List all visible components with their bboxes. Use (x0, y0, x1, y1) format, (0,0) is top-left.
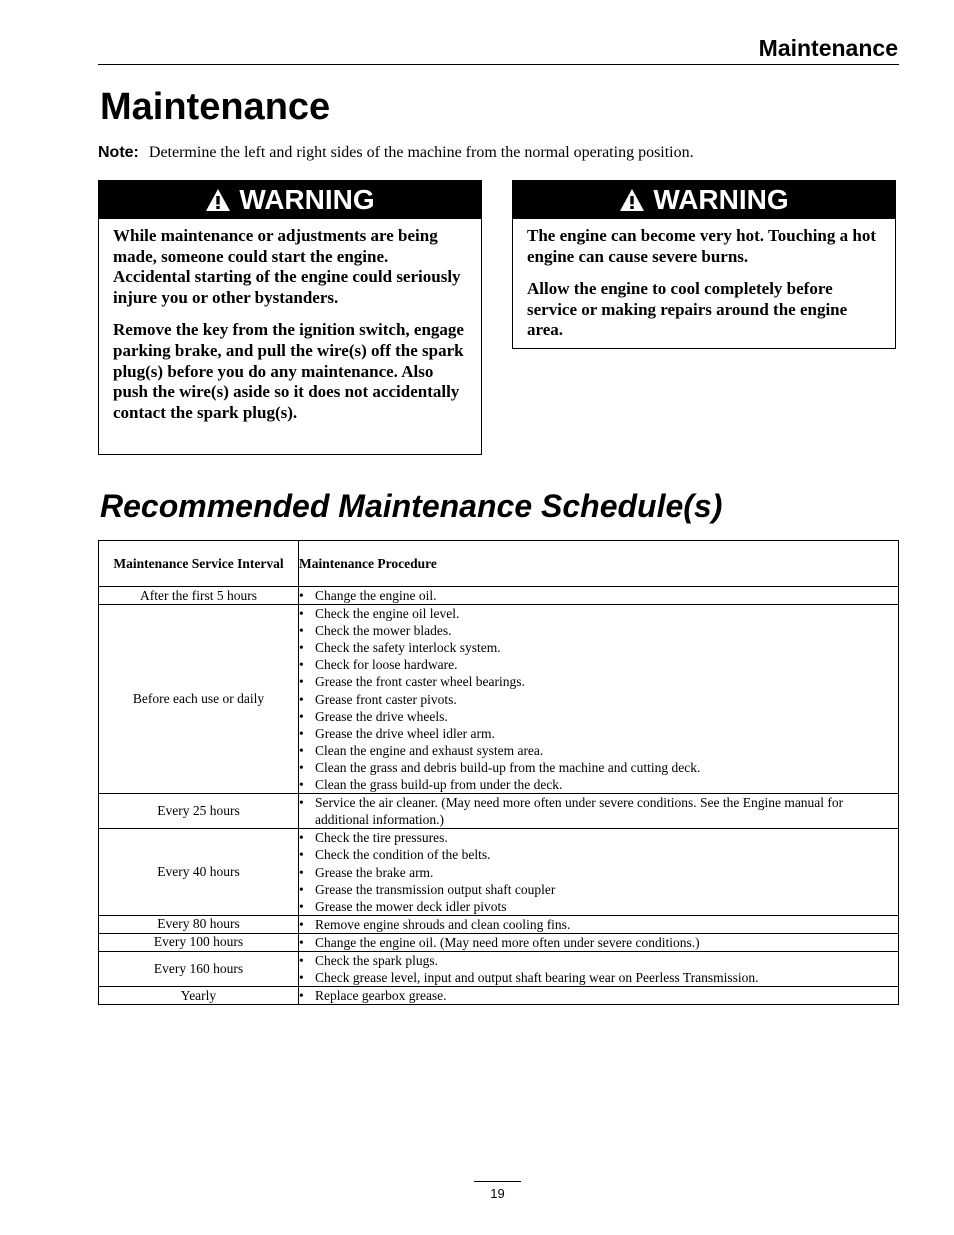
table-row (99, 951, 899, 986)
interval-cell: Every 40 hours (99, 829, 299, 915)
procedure-list (299, 916, 898, 933)
interval-cell: Every 25 hours (99, 794, 299, 829)
header-rule (98, 64, 899, 65)
procedure-list (299, 587, 898, 604)
procedure-cell (299, 587, 899, 605)
procedure-item: • Clean the engine and exhaust system area. (299, 742, 898, 759)
running-head: Maintenance (758, 35, 898, 61)
procedure-item: • Clean the grass and debris build-up from the machine and cutting deck. (299, 759, 898, 776)
table-row (99, 794, 899, 829)
procedure-item: • Grease the mower deck idler pivots (299, 898, 898, 915)
section-title: Recommended Maintenance Schedule(s) (100, 488, 723, 524)
note-text: Determine the left and right sides of the machine from the normal operating position. (148, 144, 694, 161)
procedure-item: • Check the safety interlock system. (299, 639, 898, 656)
interval-cell: Every 80 hours (99, 915, 299, 933)
procedure-cell (299, 933, 899, 951)
procedure-cell (299, 794, 899, 829)
procedure-item: • Grease front caster pivots. (299, 691, 898, 708)
procedure-item: • Grease the front caster wheel bearings. (299, 673, 898, 690)
interval-cell: Every 160 hours (99, 951, 299, 986)
procedure-list (299, 952, 898, 986)
table-row (99, 605, 899, 794)
procedure-cell (299, 951, 899, 986)
interval-cell: Yearly (99, 987, 299, 1005)
procedure-cell (299, 987, 899, 1005)
warning-header (99, 181, 481, 219)
page-title: Maintenance (100, 86, 331, 128)
note (98, 142, 898, 163)
warning-header (513, 181, 895, 219)
warning-paragraph: While maintenance or adjustments are being made, someone could start the engine. Accidental starting of the engine could seriously injure you or other bystanders. (113, 226, 461, 307)
procedure-item: • Check the engine oil level. (299, 605, 898, 622)
warning-box-hot-engine (512, 180, 896, 349)
warning-paragraph: The engine can become very hot. Touching a hot engine can cause severe burns. (527, 226, 876, 266)
procedure-item: • Clean the grass build-up from under the deck. (299, 776, 898, 793)
column-header-interval: Maintenance Service Interval (99, 541, 299, 587)
procedure-item: • Grease the drive wheel idler arm. (299, 725, 898, 742)
procedure-item: • Check the tire pressures. (299, 829, 898, 846)
procedure-item: • Change the engine oil. (May need more often under severe conditions.) (299, 934, 898, 951)
warning-title: WARNING (239, 184, 375, 215)
note-label: Note: (98, 144, 139, 161)
table-row (99, 587, 899, 605)
procedure-list (299, 934, 898, 951)
procedure-list (299, 794, 898, 828)
interval-cell: After the first 5 hours (99, 587, 299, 605)
procedure-item: • Check for loose hardware. (299, 656, 898, 673)
procedure-item: • Change the engine oil. (299, 587, 898, 604)
procedure-item: • Grease the drive wheels. (299, 708, 898, 725)
procedure-item: • Replace gearbox grease. (299, 987, 898, 1004)
procedure-cell (299, 915, 899, 933)
interval-cell: Before each use or daily (99, 605, 299, 794)
column-header-procedure: Maintenance Procedure (299, 541, 899, 587)
procedure-item: • Check grease level, input and output shaft bearing wear on Peerless Transmission. (299, 969, 898, 986)
procedure-list (299, 829, 898, 914)
warning-title: WARNING (653, 184, 789, 215)
interval-cell: Every 100 hours (99, 933, 299, 951)
warning-triangle-icon (205, 188, 231, 212)
warning-triangle-icon (619, 188, 645, 212)
warning-body (99, 219, 481, 431)
procedure-item: • Remove engine shrouds and clean cooling fins. (299, 916, 898, 933)
table-body (99, 587, 899, 1005)
warning-paragraph: Remove the key from the ignition switch, engage parking brake, and pull the wire(s) off the spark plug(s) before you do any maintenance. Also push the wire(s) aside so it does not accidentally contact the spark plug(s). (113, 320, 464, 422)
table-header-row (99, 541, 899, 587)
page-number: 19 (490, 1186, 505, 1201)
procedure-item: • Check the mower blades. (299, 622, 898, 639)
procedure-list (299, 605, 898, 793)
warning-body (513, 219, 895, 349)
warning-paragraph: Allow the engine to cool completely before service or making repairs around the engine area. (527, 279, 848, 340)
table-row (99, 933, 899, 951)
procedure-item: • Service the air cleaner. (May need more often under severe conditions. See the Engine manual for additional information.) (299, 794, 898, 828)
procedure-cell (299, 829, 899, 915)
maintenance-schedule-table (98, 540, 899, 1005)
procedure-cell (299, 605, 899, 794)
procedure-item: • Check the condition of the belts. (299, 846, 898, 863)
table-row (99, 829, 899, 915)
procedure-item: • Grease the brake arm. (299, 864, 898, 881)
table-row (99, 915, 899, 933)
warning-box-ignition (98, 180, 482, 455)
procedure-item: • Check the spark plugs. (299, 952, 898, 969)
procedure-item: • Grease the transmission output shaft coupler (299, 881, 898, 898)
footer-rule (474, 1181, 521, 1182)
table-row (99, 987, 899, 1005)
procedure-list (299, 987, 898, 1004)
